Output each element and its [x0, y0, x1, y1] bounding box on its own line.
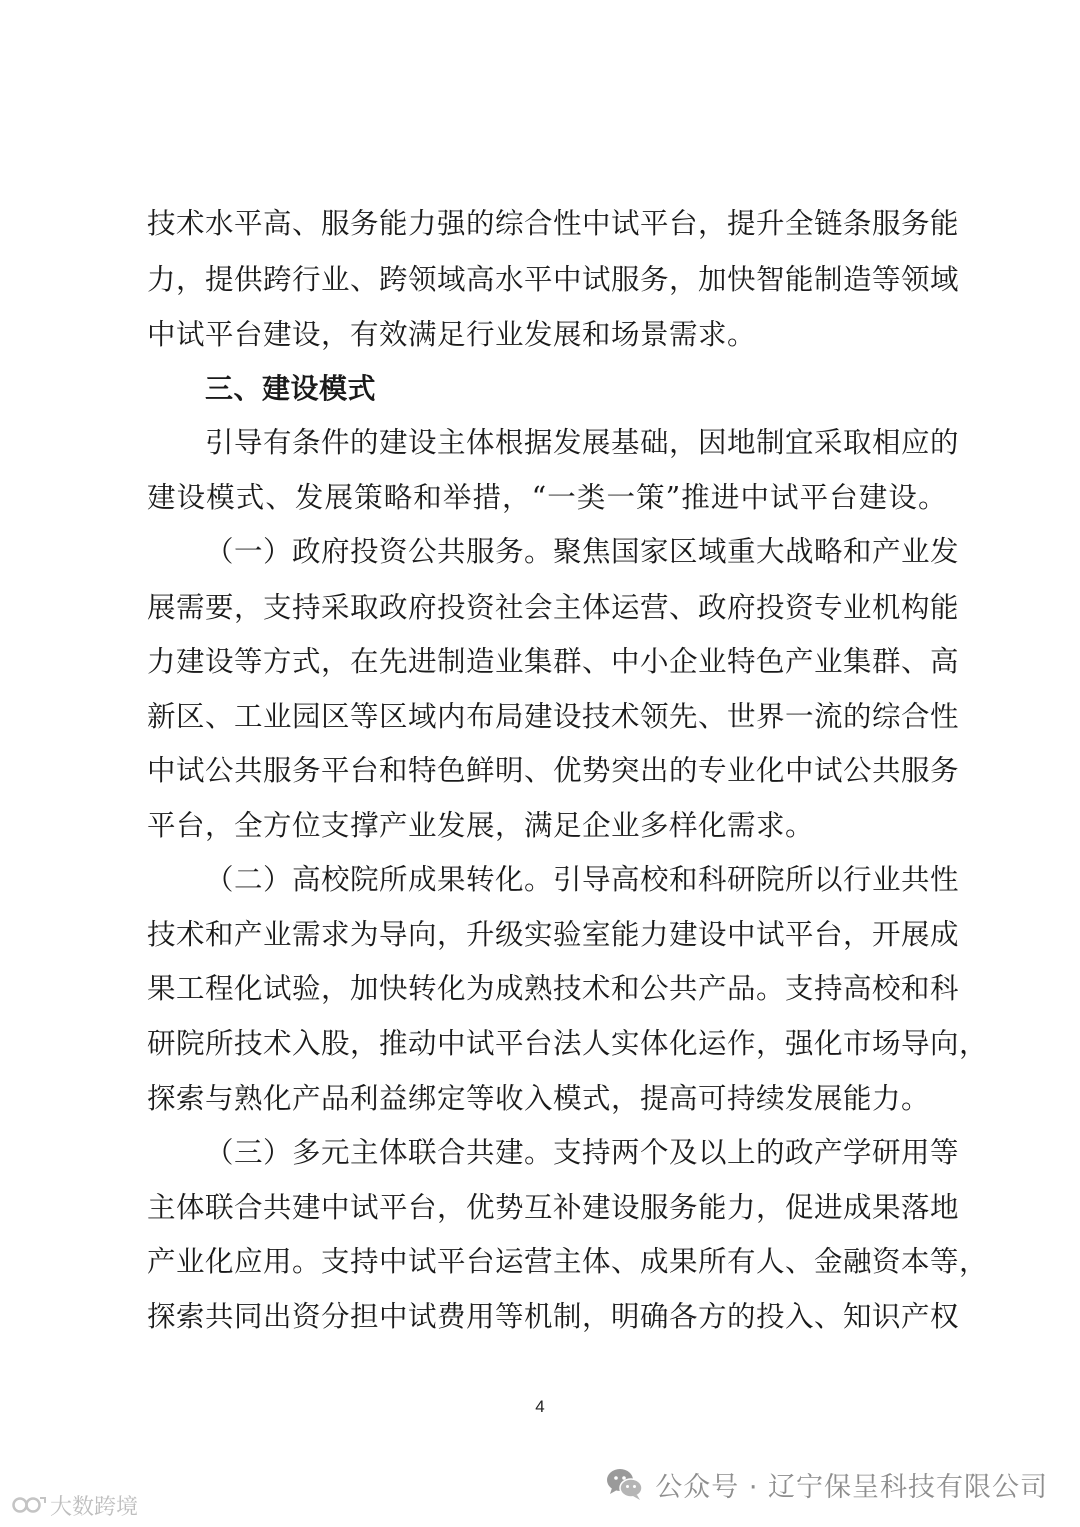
- body-line: 技术水平高、服务能力强的综合性中试平台，提升全链条服务能: [147, 207, 960, 240]
- body-line: 产业化应用。支持中试平台运营主体、成果所有人、金融资本等，: [147, 1245, 989, 1278]
- page-number: 4: [535, 1397, 545, 1416]
- body-line: （二）高校院所成果转化。引导高校和科研院所以行业共性: [205, 863, 960, 896]
- body-line: 技术和产业需求为导向，升级实验室能力建设中试平台，开展成: [147, 918, 960, 951]
- official-account-text: 公众号 · 辽宁保呈科技有限公司: [655, 1471, 1048, 1503]
- body-line: 中试平台建设，有效满足行业发展和场景需求。: [147, 318, 757, 351]
- body-line: 研院所技术入股，推动中试平台法人实体化运作，强化市场导向，: [147, 1027, 989, 1060]
- body-line: 展需要，支持采取政府投资社会主体运营、政府投资专业机构能: [147, 591, 960, 624]
- body-line: 探索共同出资分担中试费用等机制，明确各方的投入、知识产权: [147, 1300, 960, 1333]
- body-line: 力建设等方式，在先进制造业集群、中小企业特色产业集群、高: [147, 645, 960, 678]
- body-line: 果工程化试验，加快转化为成熟技术和公共产品。支持高校和科: [147, 972, 960, 1005]
- body-line: 中试公共服务平台和特色鲜明、优势突出的专业化中试公共服务: [147, 754, 960, 787]
- body-line: 探索与熟化产品利益绑定等收入模式，提高可持续发展能力。: [147, 1082, 931, 1115]
- logo-icon: [12, 1494, 46, 1516]
- body-line: 平台，全方位支撑产业发展，满足企业多样化需求。: [147, 809, 815, 842]
- body-line: 新区、工业园区等区域内布局建设技术领先、世界一流的综合性: [147, 700, 960, 733]
- body-line: （三）多元主体联合共建。支持两个及以上的政产学研用等: [205, 1136, 960, 1169]
- source-watermark: [12, 1490, 138, 1520]
- section-heading: 三、建设模式: [205, 372, 377, 405]
- body-line: 建设模式、发展策略和举措，“一类一策”推进中试平台建设。: [147, 481, 947, 514]
- official-account-watermark: [605, 1462, 1048, 1506]
- body-line: 引导有条件的建设主体根据发展基础，因地制宜采取相应的: [205, 426, 960, 459]
- body-line: （一）政府投资公共服务。聚焦国家区域重大战略和产业发: [205, 535, 960, 568]
- body-line: 主体联合共建中试平台，优势互补建设服务能力，促进成果落地: [147, 1191, 960, 1224]
- source-text: 大数跨境: [50, 1494, 139, 1520]
- wechat-icon: [605, 1466, 645, 1502]
- body-line: 力，提供跨行业、跨领域高水平中试服务，加快智能制造等领域: [147, 263, 960, 296]
